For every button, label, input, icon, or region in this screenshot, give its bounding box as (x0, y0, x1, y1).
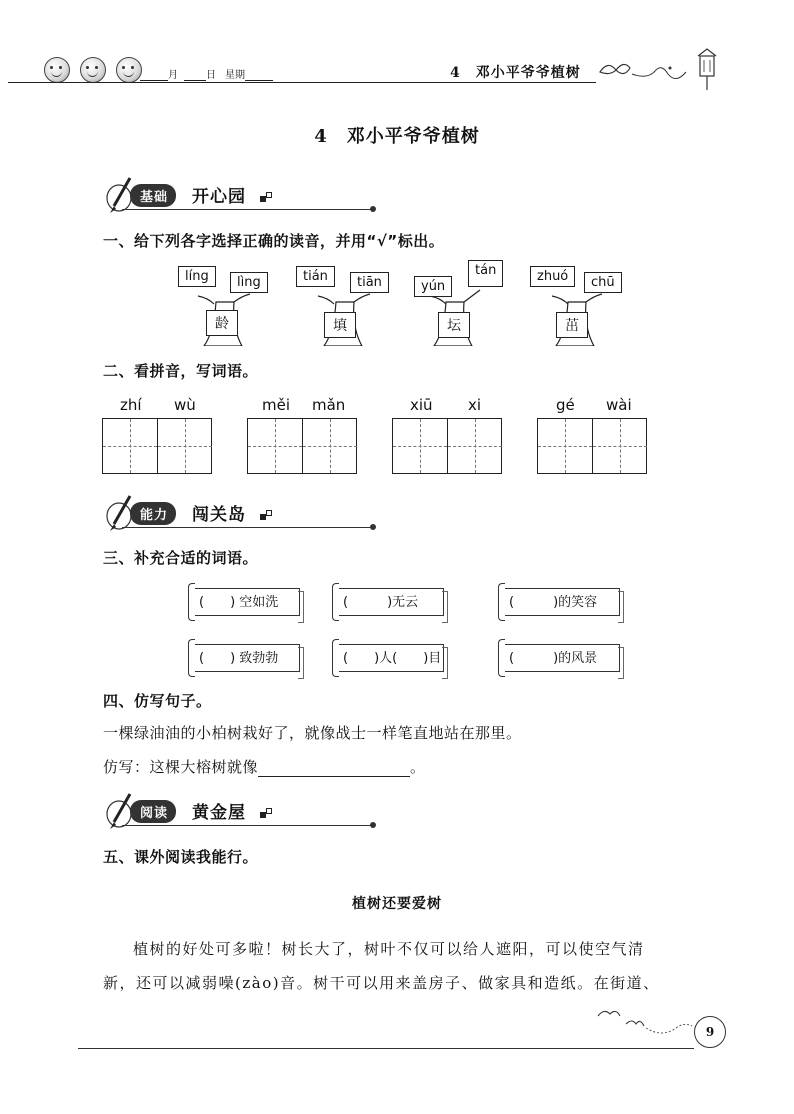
pinyin-option[interactable]: tiān (350, 272, 389, 293)
pinyin-label: xi (468, 396, 482, 414)
header-lesson-title: 4 邓小平爷爷植树 (450, 65, 581, 81)
question-1: 一、给下列各字选择正确的读音，并用“√”标出。 (103, 232, 445, 250)
neutral-face-icon (80, 57, 106, 83)
writing-grid[interactable] (247, 418, 357, 474)
writing-grid[interactable] (102, 418, 212, 474)
pinyin-tree-1 (168, 262, 298, 346)
answer-blank[interactable] (258, 762, 410, 777)
sad-face-icon (116, 57, 142, 83)
pinyin-option[interactable]: tán (468, 260, 503, 287)
banner-label: 开心园 (192, 187, 246, 207)
banner-pill: 能力 (130, 502, 176, 525)
writing-grid[interactable] (537, 418, 647, 474)
date-day: 日 (184, 66, 216, 81)
banner-pill: 基础 (130, 184, 176, 207)
question-4: 四、仿写句子。 (103, 692, 212, 710)
pinyin-option[interactable]: zhuó (530, 266, 575, 287)
idiom-card[interactable]: ( ) 致勃勃 (192, 644, 300, 672)
pinyin-label: zhí (120, 396, 142, 414)
smiley-face-icon (44, 57, 70, 83)
footer-divider (78, 1048, 694, 1049)
banner-label: 闯关岛 (192, 505, 246, 525)
banner-label: 黄金屋 (192, 803, 246, 823)
banner-pill: 阅读 (130, 800, 176, 823)
pinyin-tree-4 (528, 262, 658, 346)
character-box: 填 (324, 312, 356, 338)
idiom-card[interactable]: ( )人( )目 (336, 644, 444, 672)
section-banner-ability (100, 494, 380, 534)
pinyin-option[interactable]: chū (584, 272, 622, 293)
section-banner-reading (100, 792, 380, 832)
header-divider (8, 82, 596, 83)
pinyin-label: mǎn (312, 396, 346, 414)
idiom-card[interactable]: ( ) 空如洗 (192, 588, 300, 616)
writing-grid[interactable] (392, 418, 502, 474)
question-3: 三、补充合适的词语。 (103, 549, 259, 567)
example-sentence: 一棵绿油油的小柏树栽好了，就像战士一样笔直地站在那里。 (103, 724, 522, 742)
idiom-card[interactable]: ( )的风景 (502, 644, 620, 672)
pinyin-option[interactable]: líng (178, 266, 216, 287)
idiom-card[interactable]: ( )无云 (336, 588, 444, 616)
section-banner-basics (100, 176, 380, 216)
pinyin-tree-3 (406, 262, 536, 346)
page-number: 9 (694, 1016, 726, 1048)
character-box: 坛 (438, 312, 470, 338)
pinyin-label: wài (606, 396, 632, 414)
character-box: 茁 (556, 312, 588, 338)
passage-line-1: 植树的好处可多啦！树长大了，树叶不仅可以给人遮阳，可以使空气清 (133, 940, 645, 958)
pinyin-option[interactable]: tián (296, 266, 335, 287)
pinyin-option[interactable]: yún (414, 276, 452, 297)
question-5: 五、课外阅读我能行。 (103, 848, 259, 866)
pinyin-tree-2 (288, 262, 418, 346)
pinyin-label: měi (262, 396, 291, 414)
passage-line-2: 新，还可以减弱噪(zào)音。树干可以用来盖房子、做家具和造纸。在街道、 (103, 974, 660, 992)
imitation-prompt: 仿写：这棵大榕树就像 。 (103, 758, 426, 776)
butterfly-lamp-decoration-icon (596, 46, 726, 92)
character-box: 龄 (206, 310, 238, 336)
idiom-card[interactable]: ( )的笑容 (502, 588, 620, 616)
question-2: 二、看拼音，写词语。 (103, 362, 259, 380)
pinyin-label: gé (556, 396, 575, 414)
pinyin-label: xiū (410, 396, 433, 414)
lesson-title: 4 邓小平爷爷植树 (314, 126, 480, 147)
date-month: 月 (140, 66, 178, 81)
date-weekday: 星期 (225, 66, 273, 81)
passage-title: 植树还要爱树 (352, 896, 442, 912)
bird-trail-decoration-icon (590, 1004, 694, 1038)
pinyin-option[interactable]: lìng (230, 272, 268, 293)
pinyin-label: wù (174, 396, 196, 414)
